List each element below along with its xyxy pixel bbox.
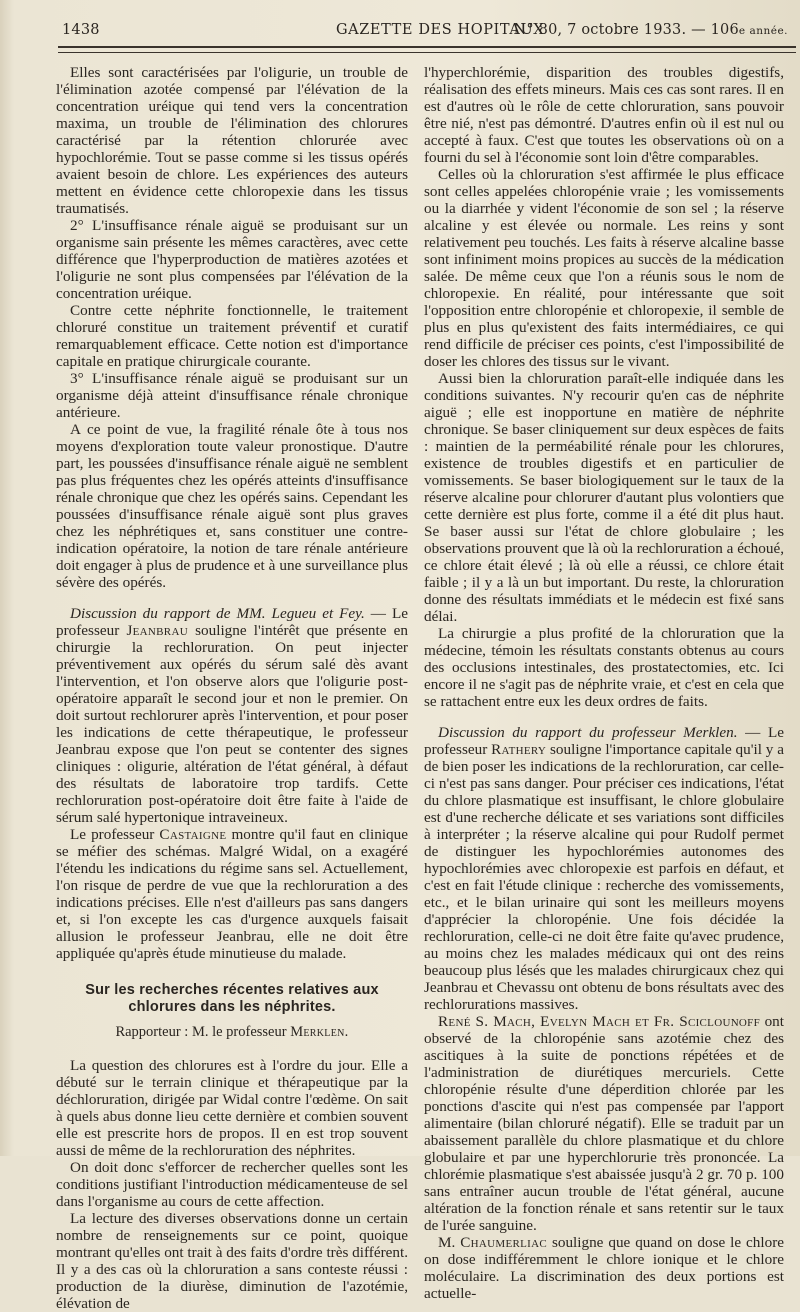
paragraph: On doit donc s'efforcer de rechercher quelles sont les conditions justifiant l'introduction médicamenteuse de sel dans l'organisme au cours de cette affection. bbox=[56, 1159, 408, 1210]
issue-info: N° 80, 7 octobre 1933. — 106 bbox=[513, 22, 739, 38]
paragraph: Elles sont caractérisées par l'oligurie, un trouble de l'élimination azotée compensé par l'élévation de la concentration uréique qui tend vers la concentration maxima, un trouble de l'élimination des chlorures caractérisé par la rétention chlorurée avec hypochlorémie. Tout se passe comme si les tissus opérés avaient besoin de chlore. Les expériences des auteurs mettent en évidence cette chloropexie dans les tissus traumatisés. bbox=[56, 64, 408, 217]
paragraph bbox=[56, 826, 408, 962]
paragraph bbox=[424, 1234, 784, 1302]
page-header bbox=[62, 22, 788, 42]
paragraph: Contre cette néphrite fonctionnelle, le traitement chloruré constitue un traitement préventif et curatif remarquablement efficace. Cette notion est d'importance capitale en pratique chirurgicale courante. bbox=[56, 302, 408, 370]
person-name: Castaigne bbox=[159, 826, 227, 843]
text-run: Le professeur bbox=[70, 826, 160, 843]
page-number: 1438 bbox=[62, 22, 100, 38]
person-name: Rathery bbox=[491, 741, 547, 758]
author-names: René S. Mach, Evelyn Mach et Fr. Sciclounoff bbox=[438, 1013, 761, 1030]
rapporteur-name: Merklen. bbox=[290, 1024, 349, 1040]
text-run: ont observé de la chloropénie sans azotémie chez des ascitiques à la suite de ponctions répétées et de l'administration de diurétiques mercuriels. Cette chloropénie résulte d'une déperdition chlorée par les ponctions d'ascite qui n'est pas compensée par l'apport alimentaire (bilan chloruré négatif). Elle se traduit par un abaissement parallèle du chlore plasmatique et du chlore globulaire et par une hyperchlorurie très prononcée. La chlorémie plasmatique s'est abaissée jusqu'à 2 gr. 70 p. 100 sans entraîner aucun trouble de l'état général, aucune altération de la fonction rénale et sans retentir sur le taux de l'urée sanguine. bbox=[424, 1013, 784, 1234]
paragraph: La lecture des diverses observations donne un certain nombre de renseignements sur ce point, quoique montrant qu'elles ont trait à des faits d'ordre très différent. Il y a des cas où la chloruration a sans conteste réussi : production de la diurèse, diminution de l'azotémie, élévation de bbox=[56, 1210, 408, 1312]
paragraph: La chirurgie a plus profité de la chloruration que la médecine, témoin les résultats constants obtenus au cours des occlusions intestinales, des prostatectomies, etc. Ici encore il ne s'agit pas de néphrite vraie, et c'est en cela que se rattachent entre eux les deux ordres de faits. bbox=[424, 625, 784, 710]
left-column bbox=[56, 64, 408, 1312]
rapporteur-line bbox=[56, 1024, 408, 1041]
paragraph: La question des chlorures est à l'ordre du jour. Elle a débuté sur le terrain clinique et thérapeutique par la déchloruration, dirigée par Widal contre l'œdème. On sait à quels abus donne lieu cette dernière et combien souvent elle est prescrite hors de propos. Il en est trop souvent aussi de même de la rechloruration des néphrites. bbox=[56, 1057, 408, 1159]
header-rule-thin bbox=[58, 52, 796, 53]
paragraph bbox=[424, 1013, 784, 1234]
discussion-heading: Discussion du rapport de MM. Legueu et Fey. bbox=[70, 605, 365, 622]
text-run: montre qu'il faut en clinique se méfier des schémas. Malgré Widal, on a exagéré l'étendu les indications du régime sans sel. Actuellement, l'on risque de perdre de vue que la rechloruration a des indications précises. Elle n'est d'ailleurs pas sans dangers et, si l'on excepte les cas d'urgence auxquels faisait allusion le professeur Jeanbrau, elle ne doit être appliquée qu'après étude minutieuse du malade. bbox=[56, 826, 408, 962]
right-column bbox=[424, 64, 784, 1302]
paragraph: 3° L'insuffisance rénale aiguë se produisant sur un organisme déjà atteint d'insuffisance rénale chronique antérieure. bbox=[56, 370, 408, 421]
text-run: souligne que quand on dose le chlore on dose indifféremment le chlore ionique et le chlore moléculaire. La discrimination des deux portions est actuelle- bbox=[424, 1234, 784, 1302]
paragraph: A ce point de vue, la fragilité rénale ôte à tous nos moyens d'exploration toute valeur pronostique. D'autre part, les poussées d'insuffisance rénale aiguë ne semblent pas plus fréquentes chez les opérés atteints d'insuffisance rénale chronique que chez les opérés sains. Cependant les poussées d'insuffisance rénale aiguë sont plus graves chez les néphrétiques et, sans constituer une contre-indication opératoire, la notion de tare rénale antérieure doit engager à plus de prudence et à une surveillance plus sévère des opérés. bbox=[56, 421, 408, 591]
discussion-paragraph bbox=[424, 724, 784, 1013]
rapporteur-label: Rapporteur : M. le professeur bbox=[115, 1024, 291, 1040]
text-run: souligne l'intérêt que présente en chirurgie la rechloruration. On peut injecter préventivement aux opérés du sérum salé dès avant l'intervention, et l'on observe alors que l'oligurie post-opératoire apparaît le second jour et non le premier. On doit surtout rechlorurer après l'intervention, et pour poser les indications de cette thérapeutique, le professeur Jeanbrau expose que l'on peut se contenter des signes cliniques : oligurie, altération de l'état général, à défaut des résultats de laboratoire trop tardifs. Cette rechloruration post-opératoire doit être faite à l'aide de sérum salé hypertonique intraveineux. bbox=[56, 622, 408, 826]
person-name: Jeanbrau bbox=[126, 622, 188, 639]
discussion-heading: Discussion du rapport du professeur Merklen. bbox=[438, 724, 738, 741]
header-rule-thick bbox=[58, 46, 796, 48]
issue-year-suffix: e année. bbox=[738, 25, 788, 37]
issue-date bbox=[514, 22, 788, 38]
paragraph: l'hyperchlorémie, disparition des troubles digestifs, réalisation des effets mineurs. Mais ces cas sont rares. Il en est d'autres où le rôle de cette chloruration, sans pouvoir être nié, n'est pas démontré. D'autres enfin où il est nul ou accepté à faux. C'est que toutes les observations où on a fourni du sel à l'économie sont loin d'être comparables. bbox=[424, 64, 784, 166]
paragraph: 2° L'insuffisance rénale aiguë se produisant sur un organisme sain présente les mêmes caractères, avec cette différence que l'hyperproduction de matières azotées et l'oligurie ne sont plus compensées par l'élévation de la concentration uréique. bbox=[56, 217, 408, 302]
text-run: M. bbox=[438, 1234, 461, 1251]
journal-title: GAZETTE DES HOPITAUX bbox=[336, 22, 545, 38]
paragraph: Celles où la chloruration s'est affirmée le plus efficace sont celles appelées chloropénie vraie ; les vomissements ou la diarrhée y vident l'économie de son sel ; la réserve alcaline y est élevée ou normale. Les reins y sont relativement peu touchés. Les faits à réserve alcaline basse sont infiniment moins propices au succès de la médication salée. De même ceux que l'on a réunis sous le nom de chloropexie. En réalité, pour intéressante que soit l'opposition entre chloropénie et chloropexie, il semble de plus en plus qu'existent des faits intermédiaires, ce qui rend difficile de préciser ces points, c'est l'impossibilité de doser les chlores des tissus sur le vivant. bbox=[424, 166, 784, 370]
section-title: Sur les recherches récentes relatives aux chlorures dans les néphrites. bbox=[85, 982, 379, 1015]
paragraph: Aussi bien la chloruration paraît-elle indiquée dans les conditions suivantes. N'y recourir qu'en cas de néphrite aiguë ; elle est inopportune en matière de néphrite chronique. Se baser cliniquement sur deux espèces de faits : maintien de la perméabilité rénale pour les chlorures, existence de troubles digestifs et en particulier de vomissements. Se baser biologiquement sur le taux de la réserve alcaline pour chlorurer d'autant plus volontiers que cette dernière est plus forte, comme il a été dit plus haut. Se baser aussi sur l'état de chlore globulaire ; les observations prouvent que là où la rechloruration a échoué, ce chlore était élevé ; là où elle a réussi, ce chlore était faible ; il y a là un but important. Du reste, la chloruration donne des résultats immédiats et le médecin est fixé sans délai. bbox=[424, 370, 784, 625]
text-run: souligne l'importance capitale qu'il y a de bien poser les indications de la rechloruration, car celle-ci n'est pas sans danger. Pour préciser ces indications, l'état du chlore plasmatique est insuffisant, le chlore globulaire est d'une recherche délicate et ses variations sont difficiles à interpréter ; la réserve alcaline qui pour Rudolf permet de distinguer les hypochlorémies autonomes des hypochlorémies avec chloropexie est parfois en défaut, et c'est en fait l'étude clinique : recherche des vomissements, etc., et le bilan urinaire qui sont les meilleurs moyens d'apprécier la chloropénie. Une fois décidée la rechloruration, celle-ci ne doit être faite qu'avec prudence, au moins chez les malades médicaux qui ont des reins beaucoup plus lésés que les malades chirurgicaux chez qui Jeanbrau et Chevassu ont obtenu de bons résultats avec des rechlorurations massives. bbox=[424, 741, 784, 1013]
discussion-paragraph bbox=[56, 605, 408, 826]
person-name: Chaumerliac bbox=[460, 1234, 548, 1251]
text-run: — Le professeur bbox=[424, 724, 784, 758]
text-run: — Le professeur bbox=[56, 605, 408, 639]
